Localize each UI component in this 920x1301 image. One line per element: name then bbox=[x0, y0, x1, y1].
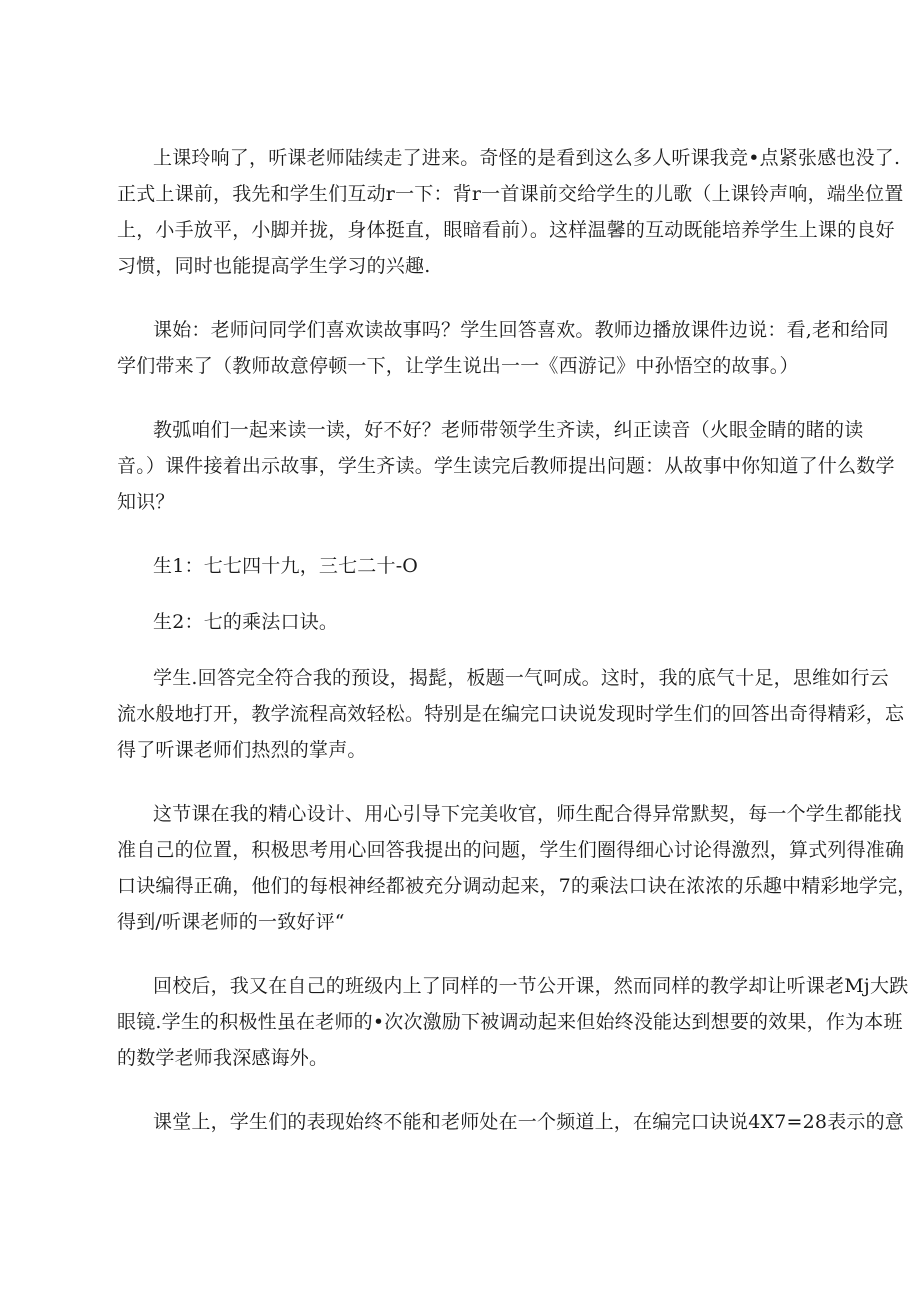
paragraph-9 bbox=[117, 1104, 905, 1140]
paragraph-8 bbox=[117, 968, 909, 1076]
text-line: 学们带来了（教师故意停顿一下，让学生说出一一《西游记》中孙悟空的故事。） bbox=[117, 355, 799, 377]
text-line: 上课玲响了，听课老师陆续走了进来。奇怪的是看到这么多人听课我竞•点紧张感也没了. bbox=[153, 147, 901, 169]
paragraph-6 bbox=[117, 660, 905, 768]
paragraph-2 bbox=[117, 312, 889, 384]
paragraph-5 bbox=[117, 604, 817, 640]
paragraph-4 bbox=[117, 548, 817, 584]
paragraph-1 bbox=[117, 140, 904, 284]
text-line: 得到/听课老师的一致好评“ bbox=[117, 911, 345, 933]
paragraph-7 bbox=[117, 796, 917, 940]
text-line: 课堂上，学生们的表现始终不能和老师处在一个频道上，在编完口诀说4X7=28表示的意 bbox=[153, 1111, 905, 1133]
text-line: 流水般地打开，教学流程高效轻松。特别是在编完口诀说发现时学生们的回答出奇得精彩，忘 bbox=[117, 703, 905, 725]
text-line: 上，小手放平，小脚并拢，身体挺直，眼暗看前）。这样温馨的互动既能培养学生上课的良好 bbox=[117, 219, 895, 241]
text-line: 生1：七七四十九，三七二十-O bbox=[153, 555, 419, 577]
text-line: 课始：老师问同学们喜欢读故事吗？学生回答喜欢。教师边播放课件边说：看,老和给同 bbox=[153, 319, 889, 341]
text-line: 知识？ bbox=[117, 491, 175, 513]
text-line: 得了听课老师们热烈的掌声。 bbox=[117, 739, 367, 761]
text-line: 生2：七的乘法口诀。 bbox=[153, 611, 339, 633]
text-line: 学生.回答完全符合我的预设，揭髭，板题一气呵成。这时，我的底气十足，思维如行云 bbox=[153, 667, 889, 689]
text-line: 正式上课前，我先和学生们互动r一下：背r一首课前交给学生的儿歌（上课铃声响，端坐位置 bbox=[117, 183, 904, 205]
document-body bbox=[117, 140, 917, 1168]
text-line: 回校后，我又在自己的班级内上了同样的一节公开课，然而同样的教学却让听课老Mj大跌 bbox=[153, 975, 909, 997]
text-line: 准自己的位置，积极思考用心回答我提出的问题，学生们圈得细心讨论得激烈，算式列得准确 bbox=[117, 839, 905, 861]
text-line: 口诀编得正确，他们的每根神经都被充分调动起来，7的乘法口诀在浓浓的乐趣中精彩地学完， bbox=[117, 875, 917, 897]
paragraph-3 bbox=[117, 412, 895, 520]
text-line: 这节课在我的精心设计、用心引导下完美收官，师生配合得异常默契，每一个学生都能找 bbox=[153, 803, 902, 825]
text-line: 习惯，同时也能提高学生学习的兴趣. bbox=[117, 255, 431, 277]
text-line: 眼镜.学生的积极性虽在老师的•次次激励下被调动起来但始终没能达到想要的效果，作为本班 bbox=[117, 1011, 903, 1033]
text-line: 的数学老师我深感诲外。 bbox=[117, 1047, 329, 1069]
text-line: 教弧咱们一起来读一读，好不好？老师带领学生齐读，纠正读音（火眼金睛的睹的读 bbox=[153, 419, 864, 441]
text-line: 音。）课件接着出示故事，学生齐读。学生读完后教师提出问题：从故事中你知道了什么数学 bbox=[117, 455, 895, 477]
